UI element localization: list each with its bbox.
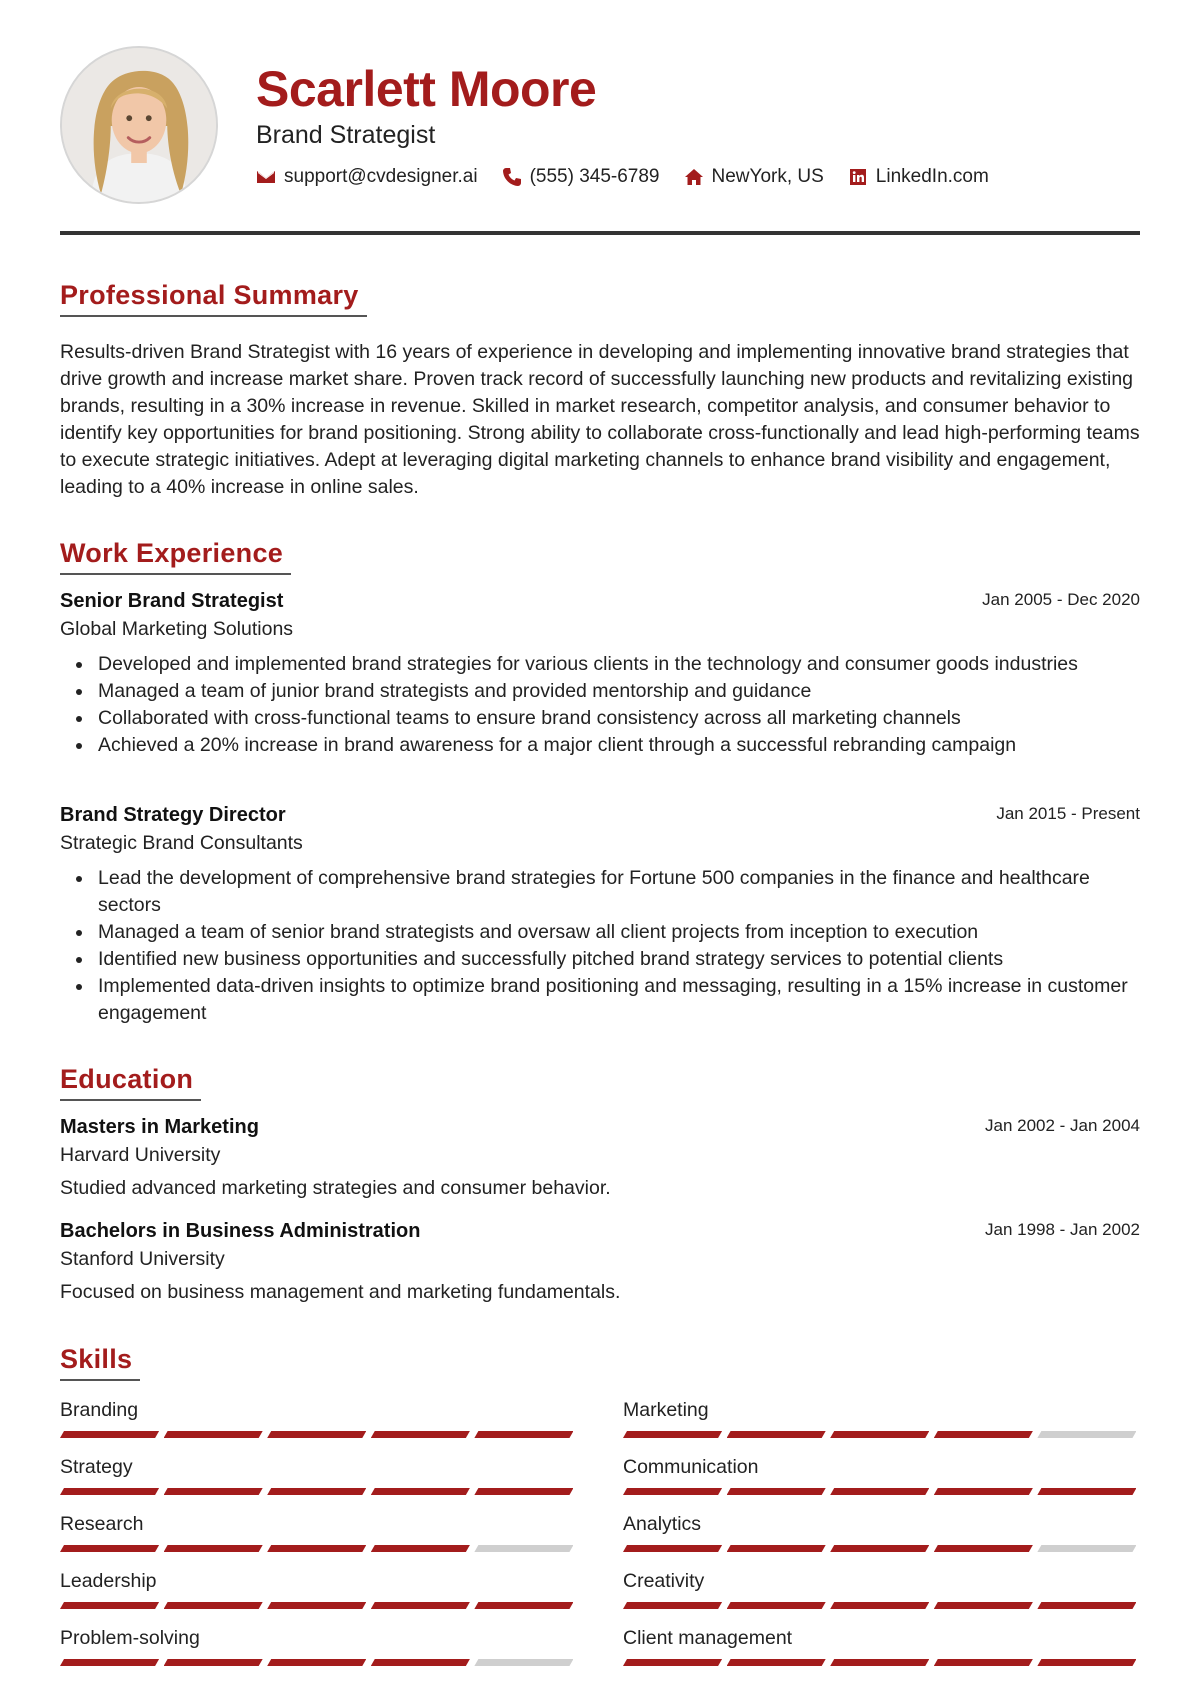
- contact-linkedin[interactable]: [848, 166, 989, 188]
- skill-level-segment: [474, 1602, 573, 1609]
- skill-level-bar: [60, 1488, 578, 1496]
- candidate-name: Scarlett Moore: [256, 61, 597, 117]
- summary-heading: Professional Summary: [60, 280, 367, 317]
- skill-level-segment: [267, 1602, 366, 1609]
- skill-level-segment: [934, 1545, 1033, 1552]
- avatar: [60, 46, 218, 204]
- skill-level-segment: [934, 1488, 1033, 1495]
- phone-icon: [502, 167, 522, 187]
- school-name: Stanford University: [60, 1248, 225, 1270]
- skill-level-segment: [1037, 1488, 1136, 1495]
- skill-level-segment: [60, 1431, 159, 1438]
- skill-name: Problem-solving: [60, 1627, 200, 1649]
- skill-item: [60, 1627, 578, 1667]
- skill-level-segment: [830, 1602, 929, 1609]
- job-title: Senior Brand Strategist: [60, 590, 284, 612]
- skill-level-bar: [623, 1545, 1141, 1553]
- skill-level-segment: [934, 1431, 1033, 1438]
- contact-email[interactable]: [256, 166, 478, 188]
- skill-level-segment: [164, 1602, 263, 1609]
- job-company: Global Marketing Solutions: [60, 618, 294, 640]
- skill-level-segment: [830, 1431, 929, 1438]
- resume-header: [60, 46, 1140, 236]
- skill-level-segment: [60, 1659, 159, 1666]
- skill-level-segment: [371, 1659, 470, 1666]
- skill-name: Strategy: [60, 1456, 133, 1478]
- education-entry: [60, 1220, 1140, 1304]
- skill-name: Client management: [623, 1627, 793, 1649]
- skill-level-segment: [267, 1488, 366, 1495]
- contact-email-text: support@cvdesigner.ai: [284, 166, 478, 187]
- skill-level-segment: [474, 1488, 573, 1495]
- skill-level-segment: [60, 1602, 159, 1609]
- skill-item: [60, 1456, 578, 1496]
- skill-item: [623, 1399, 1141, 1439]
- job-title: Brand Strategy Director: [60, 804, 286, 826]
- skill-level-segment: [727, 1545, 826, 1552]
- experience-heading: Work Experience: [60, 538, 291, 575]
- skill-level-segment: [474, 1659, 573, 1666]
- contact-phone[interactable]: [502, 166, 660, 188]
- skill-item: [60, 1570, 578, 1610]
- skill-level-segment: [1037, 1431, 1136, 1438]
- skill-level-segment: [60, 1488, 159, 1495]
- skill-level-segment: [164, 1431, 263, 1438]
- job-bullet: Lead the development of comprehensive brand strategies for Fortune 500 companies in the finance and healthcare sectors: [60, 865, 1140, 919]
- skill-level-segment: [267, 1659, 366, 1666]
- skill-level-segment: [623, 1602, 722, 1609]
- education-description: Studied advanced marketing strategies and consumer behavior.: [60, 1177, 611, 1199]
- skill-name: Creativity: [623, 1570, 705, 1592]
- job-bullet: Implemented data-driven insights to optimize brand positioning and messaging, resulting in a 15% increase in customer engagement: [60, 973, 1140, 1027]
- education-heading: Education: [60, 1064, 201, 1101]
- skill-level-segment: [1037, 1602, 1136, 1609]
- skill-level-segment: [371, 1602, 470, 1609]
- skill-level-segment: [267, 1431, 366, 1438]
- job-bullet: Developed and implemented brand strategies for various clients in the technology and consumer goods industries: [60, 651, 1140, 678]
- home-icon: [684, 167, 704, 187]
- education-description: Focused on business management and marketing fundamentals.: [60, 1281, 621, 1303]
- skill-item: [623, 1570, 1141, 1610]
- skill-level-segment: [371, 1431, 470, 1438]
- header-divider: [60, 231, 1140, 235]
- job-bullet: Identified new business opportunities and successfully pitched brand strategy services to potential clients: [60, 946, 1140, 973]
- candidate-title: Brand Strategist: [256, 121, 436, 149]
- skill-level-bar: [623, 1659, 1141, 1667]
- skill-level-segment: [934, 1602, 1033, 1609]
- education-dates: Jan 1998 - Jan 2002: [984, 1220, 1140, 1239]
- job-dates: Jan 2005 - Dec 2020: [982, 590, 1140, 609]
- contact-location-text: NewYork, US: [711, 166, 824, 187]
- skill-name: Branding: [60, 1399, 139, 1421]
- contact-location: [684, 166, 824, 188]
- skills-heading: Skills: [60, 1344, 140, 1381]
- skill-item: [623, 1627, 1141, 1667]
- contact-phone-text: (555) 345-6789: [529, 166, 660, 187]
- skill-level-segment: [164, 1659, 263, 1666]
- skill-item: [623, 1456, 1141, 1496]
- skill-level-segment: [727, 1488, 826, 1495]
- skill-level-segment: [623, 1545, 722, 1552]
- skill-level-bar: [623, 1431, 1141, 1439]
- skill-level-segment: [60, 1545, 159, 1552]
- education-dates: Jan 2002 - Jan 2004: [984, 1116, 1140, 1135]
- skill-level-segment: [164, 1545, 263, 1552]
- skill-level-segment: [727, 1602, 826, 1609]
- skill-level-segment: [623, 1488, 722, 1495]
- skill-level-segment: [267, 1545, 366, 1552]
- degree-title: Bachelors in Business Administration: [60, 1220, 421, 1242]
- skill-level-segment: [474, 1431, 573, 1438]
- linkedin-icon: [848, 167, 868, 187]
- skill-level-segment: [830, 1488, 929, 1495]
- skill-name: Research: [60, 1513, 144, 1535]
- skill-level-segment: [164, 1488, 263, 1495]
- job-bullet: Collaborated with cross-functional teams to ensure brand consistency across all marketing channels: [60, 705, 1140, 732]
- skill-name: Marketing: [623, 1399, 709, 1421]
- job-company: Strategic Brand Consultants: [60, 832, 303, 854]
- job-bullets: [60, 865, 1140, 1027]
- education-entry: [60, 1116, 1140, 1200]
- skill-level-bar: [60, 1431, 578, 1439]
- skill-level-bar: [623, 1602, 1141, 1610]
- degree-title: Masters in Marketing: [60, 1116, 259, 1138]
- skill-name: Leadership: [60, 1570, 157, 1592]
- skill-level-segment: [727, 1659, 826, 1666]
- job-dates: Jan 2015 - Present: [996, 804, 1140, 823]
- job-bullet: Managed a team of junior brand strategists and provided mentorship and guidance: [60, 678, 1140, 705]
- skill-name: Communication: [623, 1456, 759, 1478]
- school-name: Harvard University: [60, 1144, 221, 1166]
- profile-photo-icon: [62, 48, 216, 202]
- skill-level-bar: [60, 1545, 578, 1553]
- contact-list: [256, 166, 1013, 188]
- skill-level-segment: [1037, 1659, 1136, 1666]
- job-entry: [60, 590, 1140, 759]
- job-bullets: [60, 651, 1140, 759]
- skill-level-segment: [1037, 1545, 1136, 1552]
- skill-level-segment: [830, 1659, 929, 1666]
- skill-level-segment: [623, 1659, 722, 1666]
- contact-linkedin-text: LinkedIn.com: [875, 166, 989, 187]
- skill-item: [60, 1513, 578, 1553]
- skill-level-segment: [371, 1545, 470, 1552]
- skill-level-segment: [623, 1431, 722, 1438]
- skill-item: [60, 1399, 578, 1439]
- skill-level-bar: [60, 1602, 578, 1610]
- skill-level-bar: [60, 1659, 578, 1667]
- skill-level-segment: [934, 1659, 1033, 1666]
- summary-text: Results-driven Brand Strategist with 16 years of experience in developing and implementing innovative brand strategies that drive growth and increase market share. Proven track record of successfully launching new products and revitalizing existing brands, resulting in a 30% increase in revenue. Skilled in market research, competitor analysis, and consumer behavior to identify key opportunities for brand positioning. Strong ability to collaborate cross-functionally and lead high-performing teams to execute strategic initiatives. Adept at leveraging digital marketing channels to enhance brand visibility and engagement, leading to a 40% increase in online sales.: [60, 341, 1140, 498]
- job-entry: [60, 804, 1140, 1027]
- skill-item: [623, 1513, 1141, 1553]
- skill-level-bar: [623, 1488, 1141, 1496]
- job-bullet: Managed a team of senior brand strategists and oversaw all client projects from inception to execution: [60, 919, 1140, 946]
- skill-name: Analytics: [623, 1513, 702, 1535]
- job-bullet: Achieved a 20% increase in brand awareness for a major client through a successful rebranding campaign: [60, 732, 1140, 759]
- skill-level-segment: [474, 1545, 573, 1552]
- skill-level-segment: [727, 1431, 826, 1438]
- envelope-icon: [256, 167, 276, 187]
- skill-level-segment: [830, 1545, 929, 1552]
- skill-level-segment: [371, 1488, 470, 1495]
